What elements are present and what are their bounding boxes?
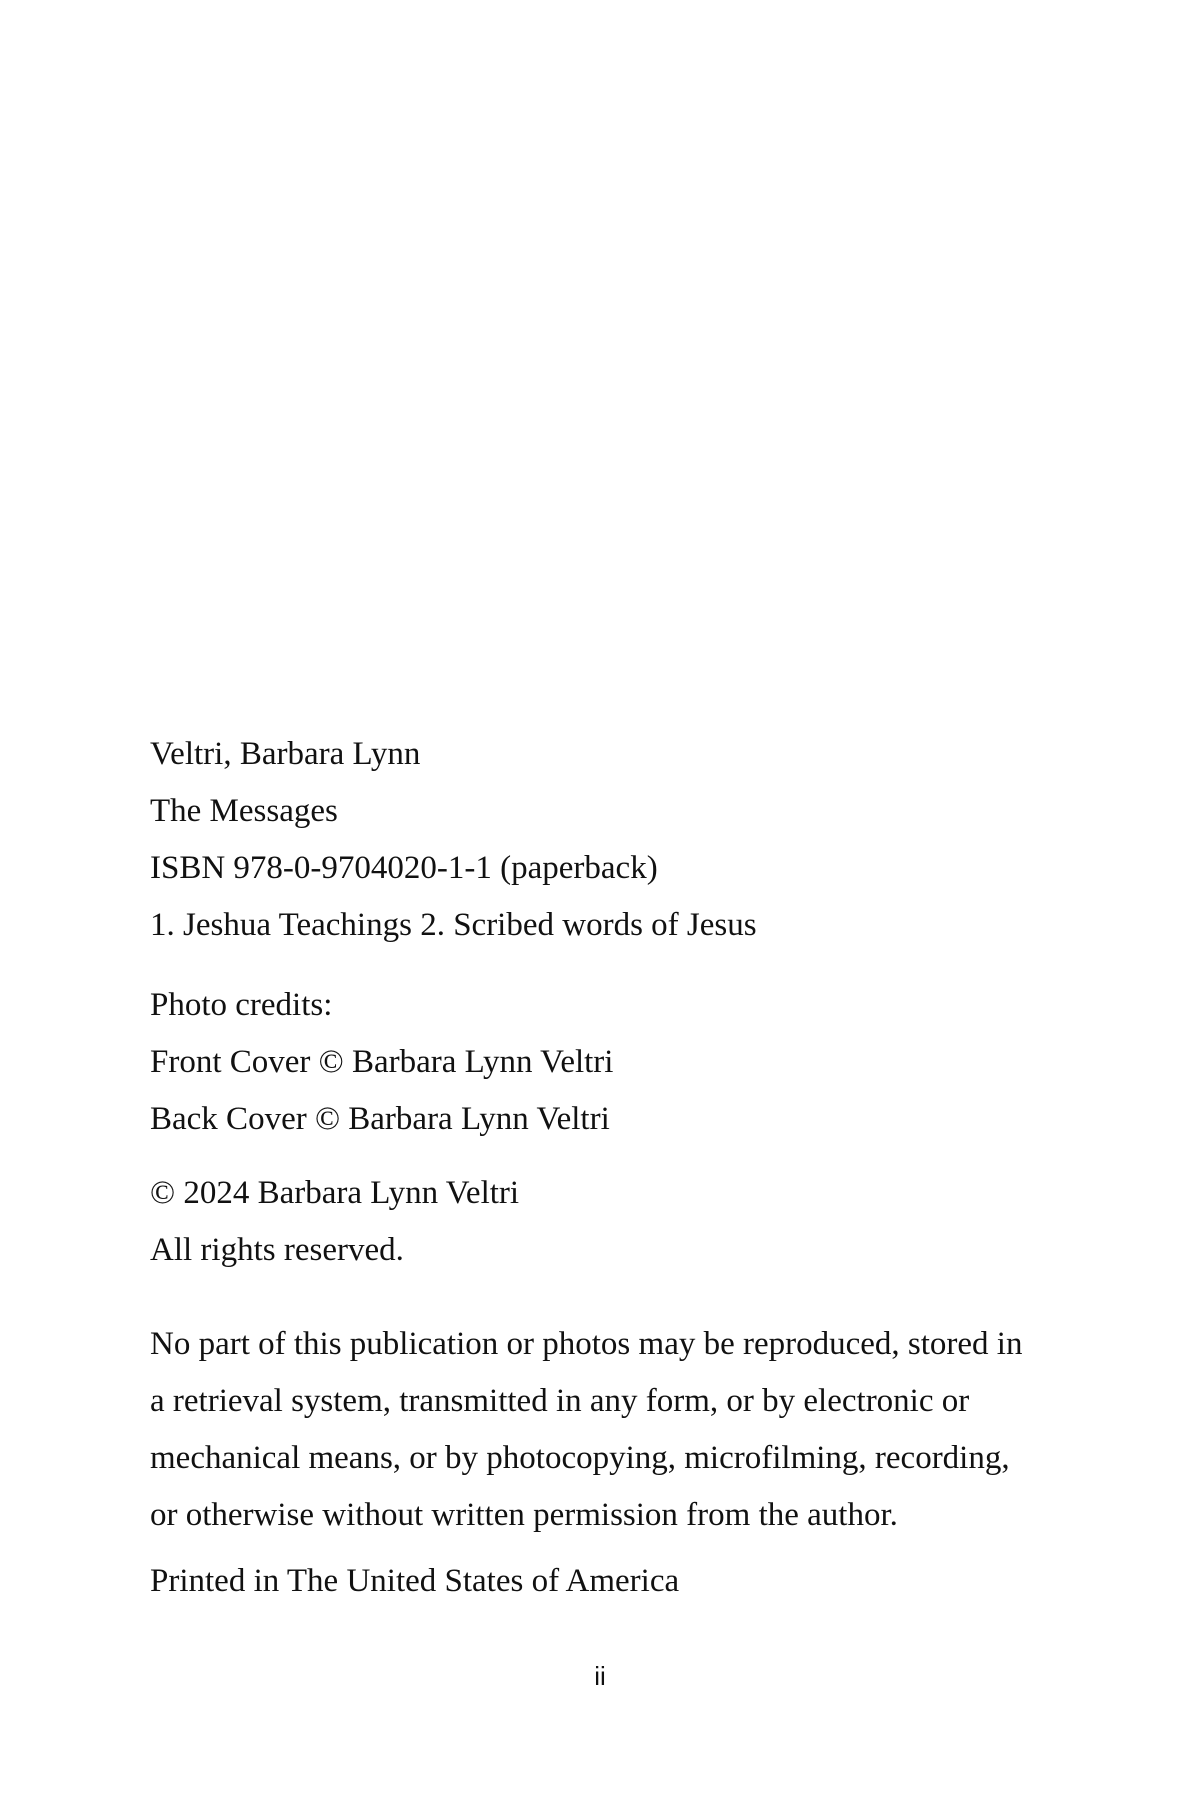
back-cover-credit: Back Cover © Barbara Lynn Veltri <box>150 1101 610 1137</box>
reproduction-notice-line: or otherwise without written permission from the author. <box>150 1497 898 1533</box>
page-number: ii <box>594 1661 606 1691</box>
photo-credits-heading: Photo credits: <box>150 987 333 1023</box>
reproduction-notice-line: No part of this publication or photos may be reproduced, stored in <box>150 1326 1023 1362</box>
reproduction-notice-line: a retrieval system, transmitted in any form, or by electronic or <box>150 1383 970 1419</box>
isbn: ISBN 978-0-9704020-1-1 (paperback) <box>150 850 658 886</box>
reproduction-notice-line: mechanical means, or by photocopying, microfilming, recording, <box>150 1440 1010 1476</box>
copyright-block <box>150 1165 1050 1279</box>
printed-in: Printed in The United States of America <box>150 1563 680 1599</box>
author-name: Veltri, Barbara Lynn <box>150 736 421 772</box>
printed-in-block <box>150 1553 1050 1610</box>
book-title: The Messages <box>150 793 338 829</box>
reproduction-notice <box>150 1316 1050 1544</box>
catalog-block <box>150 726 1050 954</box>
copyright-notice: © 2024 Barbara Lynn Veltri <box>150 1175 520 1211</box>
rights-reserved: All rights reserved. <box>150 1232 404 1268</box>
subject-headings: 1. Jeshua Teachings 2. Scribed words of Jesus <box>150 907 757 943</box>
front-cover-credit: Front Cover © Barbara Lynn Veltri <box>150 1044 614 1080</box>
photo-credits-block <box>150 977 1050 1148</box>
